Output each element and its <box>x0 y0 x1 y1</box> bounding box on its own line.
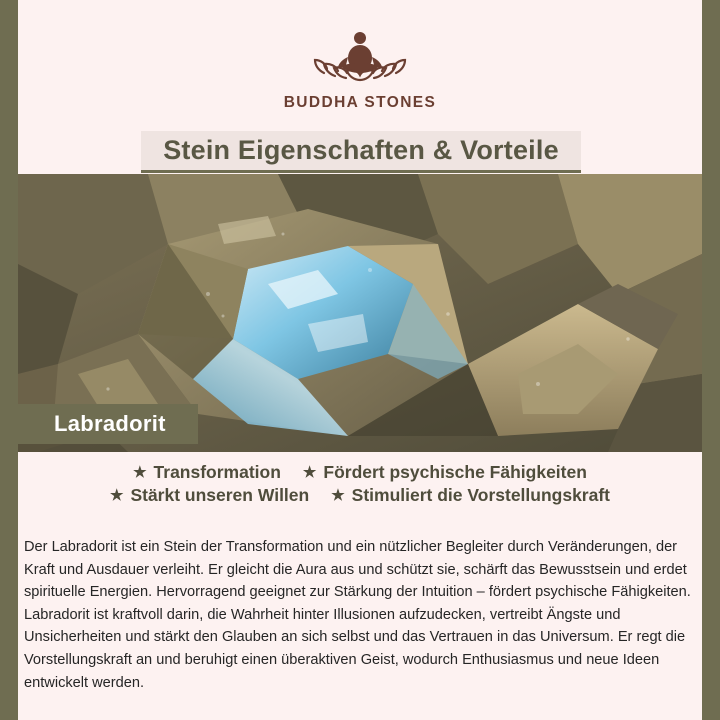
brand-header <box>0 26 720 122</box>
benefit-item <box>303 462 587 483</box>
benefit-item <box>331 485 610 506</box>
buddha-lotus-icon <box>290 26 430 92</box>
stone-name-plate <box>18 404 198 444</box>
benefit-row <box>110 485 610 506</box>
star-icon: ★ <box>133 464 147 481</box>
section-title-band <box>141 131 581 173</box>
benefit-label: Transformation <box>153 462 281 482</box>
brand-name: BUDDHA STONES <box>283 94 437 111</box>
benefit-item <box>110 485 309 506</box>
stone-description: Der Labradorit ist ein Stein der Transformation und ein nützlicher Begleiter durch Veränderungen, der Kraft und Ausdauer verleiht. Er gleicht die Aura aus und schützt sie, schärft das Bewusstsein und erdet spirituelle Energien. Hervorragend geeignet zur Stärkung der Intuition – fördert psychische Fähigkeiten. Labradorit ist kraftvoll darin, die Wahrheit hinter Illusionen aufzudecken, vertreibt Ängste und Unsicherheiten und stärkt den Glauben an sich selbst und das Vertrauen in das Universum. Er regt die Vorstellungskraft an und beruhigt einen überaktiven Geist, wodurch Enthusiasmus und neue Ideen entwickelt werden. <box>24 539 691 691</box>
benefit-label: Stärkt unseren Willen <box>130 485 310 505</box>
page-title: Stein Eigenschaften & Vorteile <box>163 135 559 165</box>
benefit-label: Stimuliert die Vorstellungskraft <box>351 485 611 505</box>
star-icon: ★ <box>331 487 345 504</box>
star-icon: ★ <box>109 487 124 504</box>
benefit-label: Fördert psychische Fähigkeiten <box>323 462 587 482</box>
benefit-item <box>133 462 281 483</box>
star-icon: ★ <box>302 464 317 481</box>
benefit-row <box>133 462 587 483</box>
stone-name: Labradorit <box>54 411 166 436</box>
benefits-list <box>18 462 702 506</box>
